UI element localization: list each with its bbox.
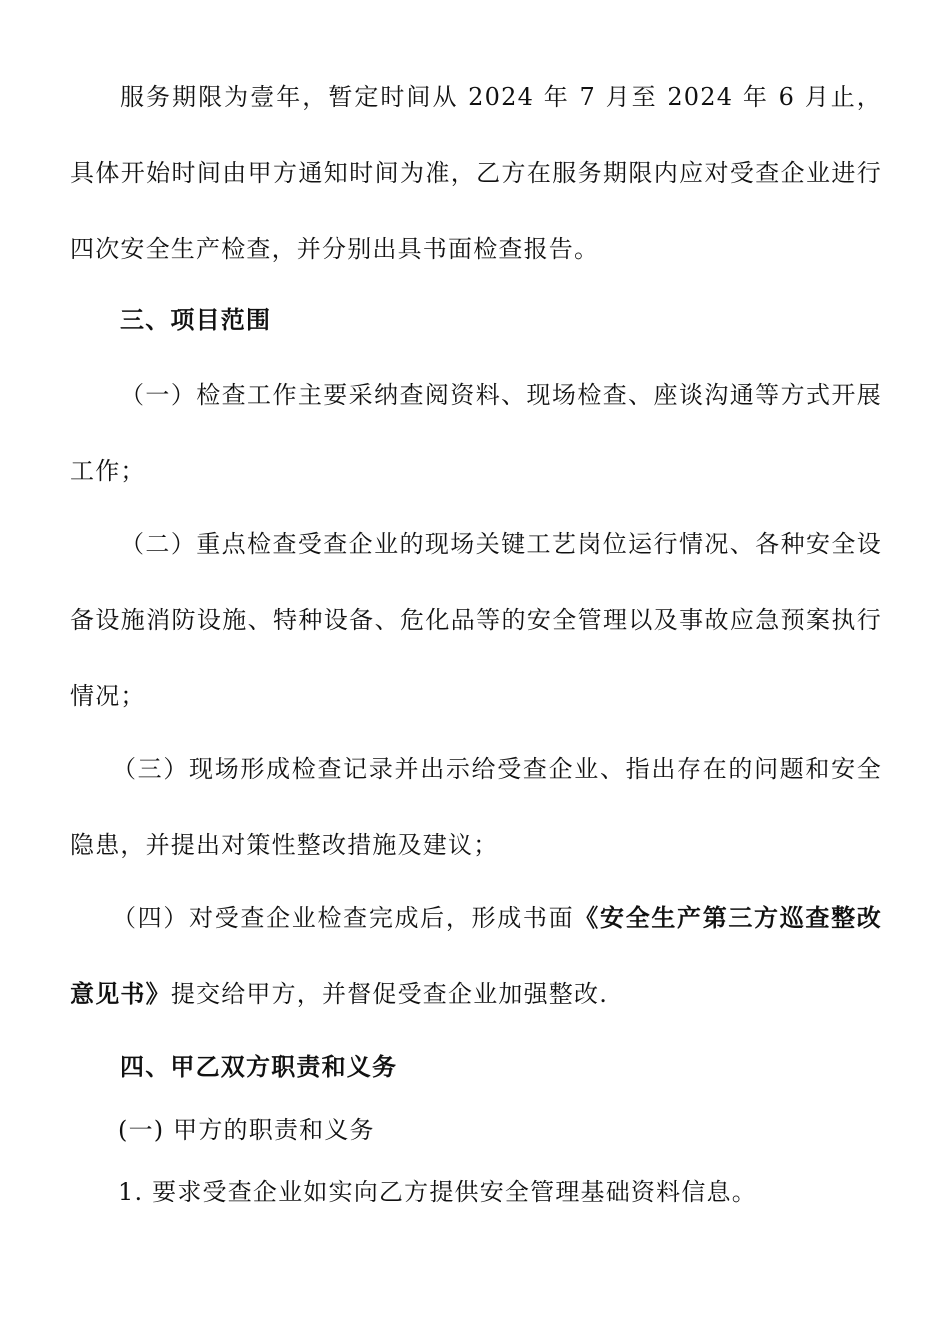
scope-item-3: （三）现场形成检查记录并出示给受查企业、指出存在的问题和安全隐患，并提出对策性整改措施及建议； [70,755,882,859]
scope-item-2: （二）重点检查受查企业的现场关键工艺岗位运行情况、各种安全设备设施消防设施、特种设备、危化品等的安全管理以及事故应急预案执行情况； [70,530,882,710]
sub-heading-party-a: (一) 甲方的职责和义务 [118,1116,375,1144]
paragraph-service-period: 服务期限为壹年，暂定时间从 2024 年 7 月至 2024 年 6 月止，具体开始时间由甲方通知时间为准，乙方在服务期限内应对受查企业进行四次安全生产检查，并分别出具书面检查报告。 [70,83,882,263]
scope-item-4-document-title: 《安全生产第三方巡查整改意见书》 [70,904,882,1008]
scope-item-4-text-before: （四）对受查企业检查完成后，形成书面 [112,904,575,932]
scope-item-1: （一）检查工作主要采纳查阅资料、现场检查、座谈沟通等方式开展工作； [70,381,882,485]
section-heading-duties: 四、甲乙双方职责和义务 [120,1053,398,1081]
party-a-item-1: 1. 要求受查企业如实向乙方提供安全管理基础资料信息。 [118,1178,757,1206]
section-heading-scope: 三、项目范围 [120,306,272,334]
scope-item-4-text-after: 提交给甲方，并督促受查企业加强整改. [170,980,609,1008]
scope-item-4 [70,880,882,1032]
